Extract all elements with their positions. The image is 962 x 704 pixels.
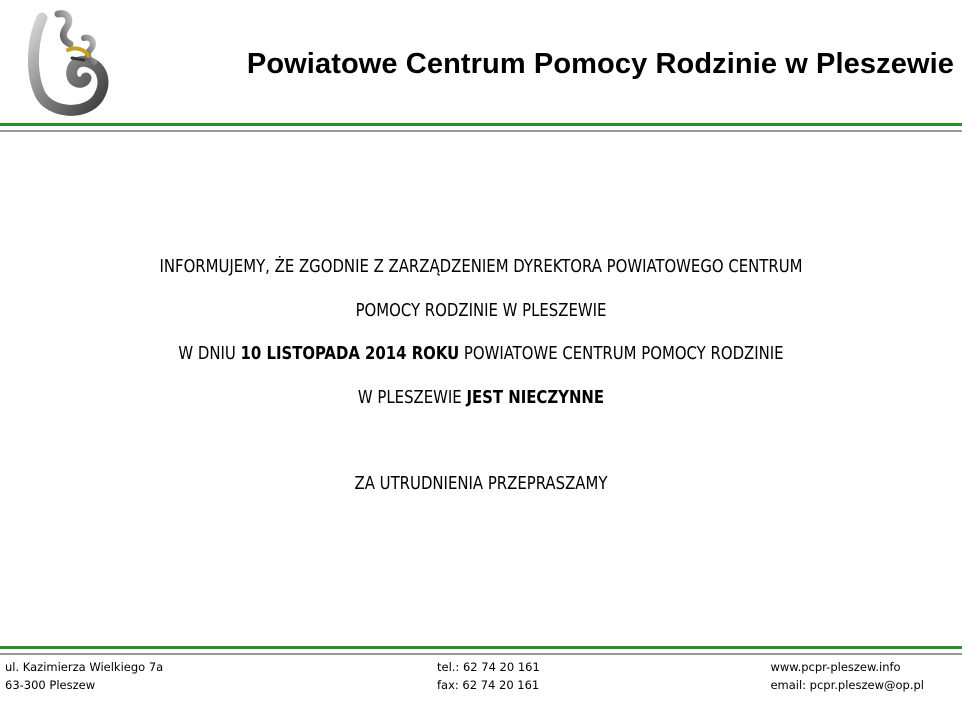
notice-body [0,245,962,506]
website-link[interactable]: www.pcpr-pleszew.info [770,660,901,674]
phone-tel: tel.: 62 74 20 161 [437,660,540,674]
pcpr-logo-icon [28,10,112,116]
notice-line-2: POMOCY RODZINIE W PLESZEWIE [355,299,607,321]
email-link[interactable]: email: pcpr.pleszew@op.pl [770,678,924,692]
footer-contact [770,658,924,694]
closure-status: JEST NIECZYNNE [466,386,605,408]
apology-line: ZA UTRUDNIENIA PRZEPRASZAMY [354,473,608,494]
page-footer [0,658,962,698]
header-divider-green [0,123,962,126]
notice-line-3 [38,332,923,376]
header-divider-gray [0,130,962,132]
address-street: ul. Kazimierza Wielkiego 7a [5,660,164,674]
notice-line-4-prefix: W PLESZEWIE [357,386,467,408]
page-title: Powiatowe Centrum Pomocy Rodzinie w Pleszewie [246,48,954,80]
notice-line-3-suffix: POWIATOWE CENTRUM POMOCY RODZINIE [459,343,784,364]
notice-line-3-prefix: W DNIU [178,343,241,364]
footer-phone [437,658,540,694]
footer-divider-gray [0,653,962,655]
address-city: 63-300 Pleszew [5,678,96,692]
notice-line-4 [38,376,923,420]
footer-divider-green [0,646,962,649]
closure-date: 10 LISTOPADA 2014 ROKU [240,343,460,364]
footer-address [5,658,163,694]
phone-fax: fax: 62 74 20 161 [437,678,540,692]
notice-line-1: INFORMUJEMY, ŻE ZGODNIE Z ZARZĄDZENIEM DYREKTORA POWIATOWEGO CENTRUM [159,256,803,277]
page-header [0,0,962,124]
